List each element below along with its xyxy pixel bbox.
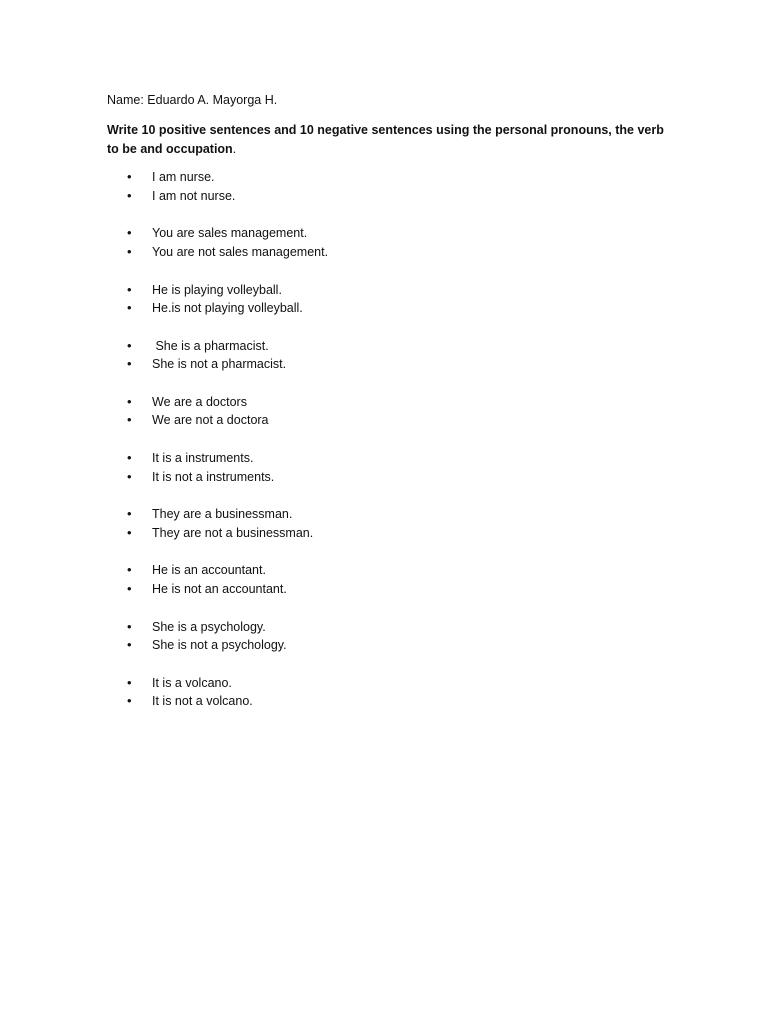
bullet-icon: • — [127, 675, 132, 690]
instructions-period: . — [232, 142, 237, 156]
sentence-text: I am not nurse. — [152, 189, 236, 203]
list-item — [0, 692, 600, 711]
sentence-text: He is an accountant. — [152, 563, 266, 577]
bullet-icon: • — [127, 225, 132, 240]
bullet-icon: • — [127, 506, 132, 521]
list-item — [0, 299, 600, 318]
list-item — [0, 337, 600, 356]
sentence-text: It is a volcano. — [152, 676, 232, 690]
list-item — [0, 674, 600, 693]
student-name: Name: Eduardo A. Mayorga H. — [107, 93, 278, 107]
bullet-icon: • — [127, 619, 132, 634]
bullet-icon: • — [127, 282, 132, 297]
sentence-text: They are not a businessman. — [152, 526, 314, 540]
list-item — [0, 561, 600, 580]
bullet-icon: • — [127, 525, 132, 540]
sentence-text: They are a businessman. — [152, 507, 293, 521]
sentence-text: She is not a psychology. — [152, 638, 287, 652]
list-item — [0, 449, 600, 468]
bullet-icon: • — [127, 469, 132, 484]
sentence-text: We are a doctors — [152, 395, 247, 409]
list-item — [0, 168, 600, 187]
list-item — [0, 355, 600, 374]
instructions-text: Write 10 positive sentences and 10 negative sentences using the personal pronouns, the verb to be and occupation — [107, 123, 664, 156]
sentence-text: I am nurse. — [152, 170, 215, 184]
bullet-icon: • — [127, 356, 132, 371]
bullet-icon: • — [127, 394, 132, 409]
sentence-text: He is not an accountant. — [152, 582, 287, 596]
list-item — [0, 411, 600, 430]
list-item — [0, 618, 600, 637]
bullet-icon: • — [127, 693, 132, 708]
list-item — [0, 281, 600, 300]
sentence-text: He is playing volleyball. — [152, 283, 282, 297]
list-item — [0, 580, 600, 599]
sentence-text: He.is not playing volleyball. — [152, 301, 303, 315]
list-item — [0, 524, 600, 543]
bullet-icon: • — [127, 637, 132, 652]
sentence-text: It is not a volcano. — [152, 694, 253, 708]
sentence-text: You are not sales management. — [152, 245, 329, 259]
bullet-icon: • — [127, 581, 132, 596]
list-item — [0, 468, 600, 487]
list-item — [0, 505, 600, 524]
bullet-icon: • — [127, 300, 132, 315]
sentence-text: You are sales management. — [152, 226, 308, 240]
sentence-text: We are not a doctora — [152, 413, 269, 427]
list-item — [0, 187, 600, 206]
bullet-icon: • — [127, 338, 132, 353]
list-item — [0, 224, 600, 243]
sentence-text: It is not a instruments. — [152, 470, 275, 484]
sentence-text: She is a pharmacist. — [152, 339, 269, 353]
bullet-icon: • — [127, 412, 132, 427]
bullet-icon: • — [127, 188, 132, 203]
bullet-icon: • — [127, 244, 132, 259]
bullet-icon: • — [127, 450, 132, 465]
bullet-icon: • — [127, 169, 132, 184]
list-item — [0, 243, 600, 262]
list-item — [0, 393, 600, 412]
bullet-icon: • — [127, 562, 132, 577]
assignment-instructions — [107, 121, 667, 159]
list-item — [0, 636, 600, 655]
sentence-text: She is a psychology. — [152, 620, 266, 634]
sentence-text: It is a instruments. — [152, 451, 254, 465]
sentence-text: She is not a pharmacist. — [152, 357, 287, 371]
